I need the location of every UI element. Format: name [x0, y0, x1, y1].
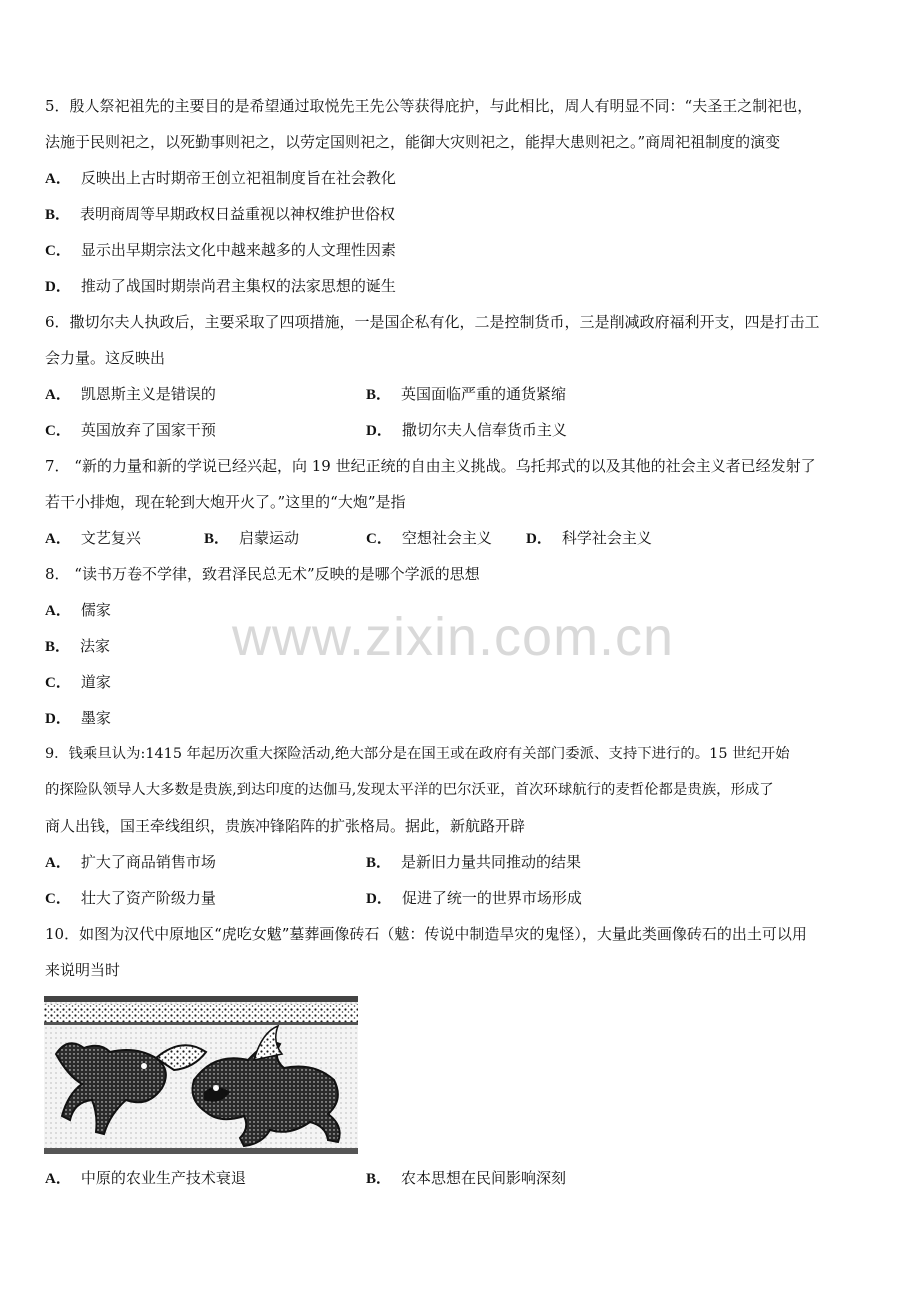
- q9-stem-line1: 9．钱乘旦认为:1415 年起历次重大探险活动,绝大部分是在国王或在政府有关部门委派、支持下进行的。15 世纪开始: [45, 746, 790, 762]
- q6-option-a[interactable]: A． 凯恩斯主义是错误的: [45, 385, 216, 403]
- q6-stem-line2: 会力量。这反映出: [45, 349, 166, 367]
- q9-stem-line3: 商人出钱，国王牵线组织，贵族冲锋陷阵的扩张格局。据此，新航路开辟: [45, 817, 526, 835]
- q10-option-b[interactable]: B． 农本思想在民间影响深刻: [366, 1169, 567, 1187]
- q8-stem-line1: 8． “读书万卷不学律，致君泽民总无术”反映的是哪个学派的思想: [45, 565, 480, 583]
- q6-stem-line1: 6．撒切尔夫人执政后，主要采取了四项措施，一是国企私有化，二是控制货币，三是削减政府福利开支，四是打击工: [45, 313, 820, 331]
- q7-option-c[interactable]: C． 空想社会主义: [366, 529, 492, 547]
- q8-option-b[interactable]: B． 法家: [45, 637, 111, 655]
- q7-option-d[interactable]: D． 科学社会主义: [526, 529, 652, 547]
- q7-option-b[interactable]: B． 启蒙运动: [204, 529, 300, 547]
- q5-option-d[interactable]: D． 推动了战国时期崇尚君主集权的法家思想的诞生: [45, 277, 396, 295]
- q9-stem-line2: 的探险队领导人大多数是贵族,到达印度的达伽马,发现太平洋的巴尔沃亚，首次环球航行的麦哲伦都是贵族，形成了: [45, 782, 774, 798]
- q5-option-a[interactable]: A． 反映出上古时期帝王创立祀祖制度旨在社会教化: [45, 169, 396, 187]
- q9-option-c[interactable]: C． 壮大了资产阶级力量: [45, 889, 216, 907]
- q5-option-c[interactable]: C． 显示出早期宗法文化中越来越多的人文理性因素: [45, 241, 396, 259]
- q6-option-c[interactable]: C． 英国放弃了国家干预: [45, 421, 216, 439]
- q10-stem-line2: 来说明当时: [45, 961, 121, 979]
- q8-option-a[interactable]: A． 儒家: [45, 601, 111, 619]
- q7-stem-line2: 若干小排炮，现在轮到大炮开火了。”这里的“大炮”是指: [45, 493, 406, 511]
- q5-stem-line1: 5．殷人祭祀祖先的主要目的是希望通过取悦先王先公等获得庇护，与此相比，周人有明显不同：“夫圣王之制祀也，: [45, 97, 813, 115]
- q8-option-d[interactable]: D． 墨家: [45, 709, 111, 727]
- q8-option-c[interactable]: C． 道家: [45, 673, 111, 691]
- q5-stem-line2: 法施于民则祀之，以死勤事则祀之，以劳定国则祀之，能御大灾则祀之，能捍大患则祀之。”商周祀祖制度的演变: [45, 133, 781, 151]
- q9-option-a[interactable]: A． 扩大了商品销售市场: [45, 853, 216, 871]
- q9-option-d[interactable]: D． 促进了统一的世界市场形成: [366, 889, 582, 907]
- q6-option-d[interactable]: D． 撒切尔夫人信奉货币主义: [366, 421, 567, 439]
- q7-option-a[interactable]: A． 文艺复兴: [45, 529, 141, 547]
- q10-option-a[interactable]: A． 中原的农业生产技术衰退: [45, 1169, 246, 1187]
- q10-stem-line1: 10．如图为汉代中原地区“虎吃女魃”墓葬画像砖石（魃：传说中制造旱灾的鬼怪），大量此类画像砖石的出土可以用: [45, 925, 807, 943]
- q7-stem-line1: 7． “新的力量和新的学说已经兴起，向 19 世纪正统的自由主义挑战。乌托邦式的以及其他的社会主义者已经发射了: [45, 457, 816, 475]
- rubbing-svg: [44, 996, 358, 1154]
- q5-option-b[interactable]: B． 表明商周等早期政权日益重视以神权维护世俗权: [45, 205, 396, 223]
- q6-option-b[interactable]: B． 英国面临严重的通货紧缩: [366, 385, 567, 403]
- tiger-rubbing-image: [44, 996, 358, 1154]
- q9-option-b[interactable]: B． 是新旧力量共同推动的结果: [366, 853, 582, 871]
- watermark: www.zixin.com.cn: [232, 607, 675, 667]
